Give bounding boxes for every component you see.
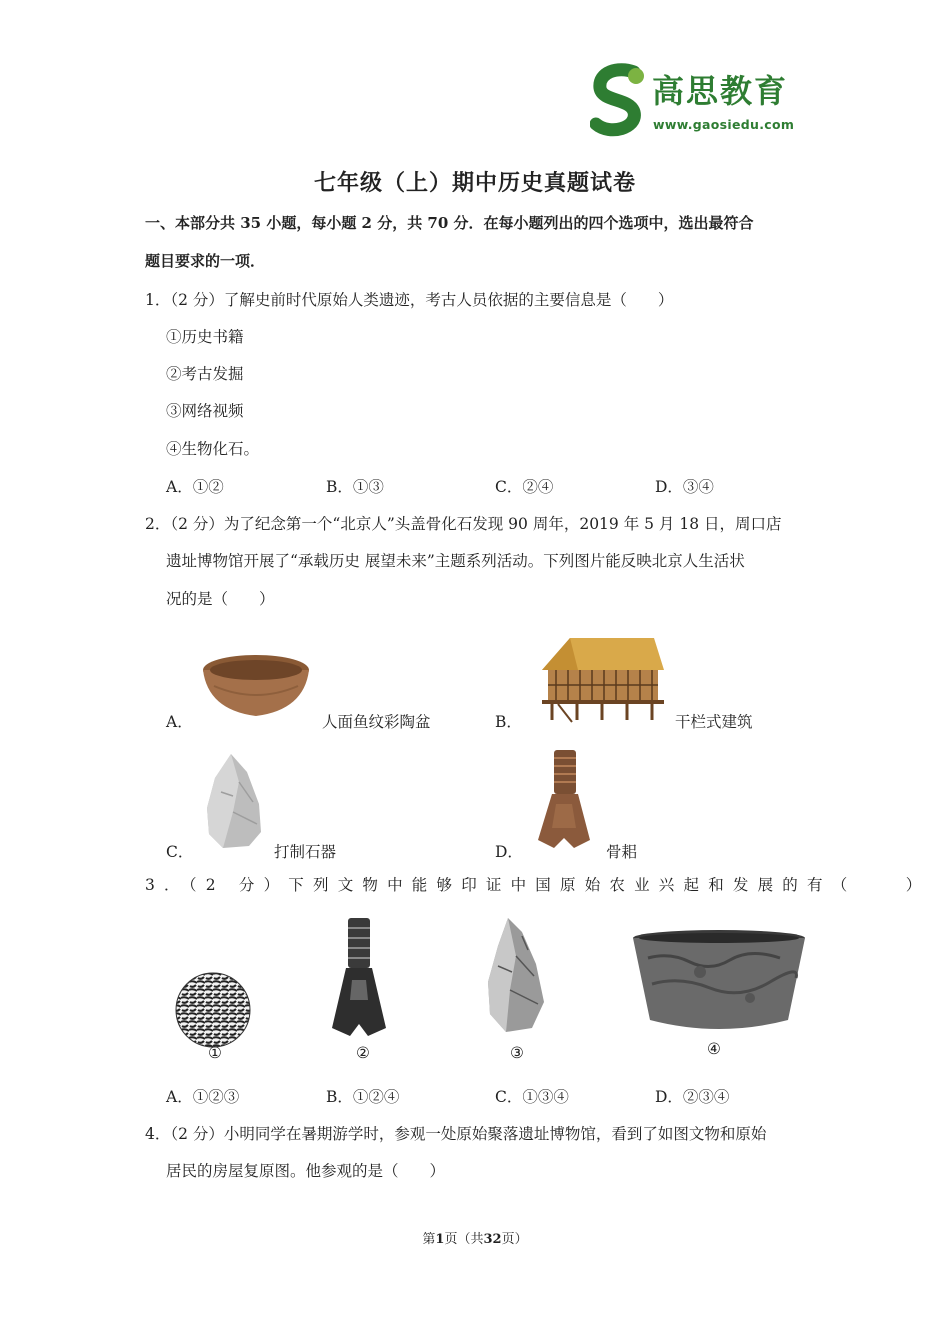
- stilt-house-image: [522, 632, 667, 724]
- q2-option-c-letter: C．: [166, 843, 194, 861]
- q2-option-d-letter: D．: [495, 843, 523, 861]
- q3-figure-label-1: ①: [208, 1044, 222, 1062]
- q2-option-a-letter: A．: [166, 713, 193, 731]
- q3-option-a: A．①②③: [166, 1088, 240, 1106]
- q3-option-b: B．①②④: [326, 1088, 400, 1106]
- gaosi-logo-icon: [590, 62, 650, 140]
- q4-stem-line2: 居民的房屋复原图。他参观的是（ ）: [166, 1162, 446, 1180]
- bone-spade-figure: [328, 916, 390, 1042]
- footer-suffix: 页）: [501, 1232, 528, 1247]
- q2-option-d-caption: 骨耜: [606, 843, 638, 861]
- q2-option-b-caption: 干栏式建筑: [675, 713, 753, 731]
- footer-total-pages: 32: [483, 1232, 502, 1247]
- painted-pottery-figure: [630, 928, 808, 1038]
- logo-name: 高思教育: [652, 72, 789, 110]
- q1-item-4: ④生物化石。: [166, 440, 260, 458]
- q1-option-a: A．①②: [166, 478, 224, 496]
- q3-option-c: C．①③④: [495, 1088, 569, 1106]
- q3-figure-label-4: ④: [707, 1040, 721, 1058]
- bone-spade-image: [530, 748, 598, 854]
- q1-stem: 1．（2 分）了解史前时代原始人类遗迹，考古人员依据的主要信息是（ ）: [145, 291, 674, 309]
- logo-url: www.gaosiedu.com: [653, 117, 795, 132]
- page-title: 七年级（上）期中历史真题试卷: [313, 170, 636, 196]
- page-footer: [0, 1228, 950, 1247]
- q2-stem-line3: 况的是（ ）: [166, 590, 275, 608]
- footer-page-number: 1: [435, 1232, 445, 1247]
- q3-figure-label-2: ②: [356, 1044, 370, 1062]
- q2-stem-line1: 2．（2 分）为了纪念第一个“北京人”头盖骨化石发现 90 周年，2019 年 5 月 18 日，周口店: [145, 515, 782, 533]
- q2-stem-line2: 遗址博物馆开展了“承载历史 展望未来”主题系列活动。下列图片能反映北京人生活状: [166, 552, 745, 570]
- q2-option-c-caption: 打制石器: [274, 843, 337, 861]
- q1-item-1: ①历史书籍: [166, 328, 244, 346]
- pottery-bowl-image: [200, 652, 312, 722]
- logo: [590, 62, 805, 140]
- q3-stem: 3．（2 分）下列文物中能够印证中国原始农业兴起和发展的有（ ）: [145, 876, 931, 894]
- chipped-stone-tool-image: [203, 752, 267, 850]
- q1-option-d: D．③④: [655, 478, 714, 496]
- q3-option-d: D．②③④: [655, 1088, 730, 1106]
- q3-figure-label-3: ③: [510, 1044, 524, 1062]
- q1-option-c: C．②④: [495, 478, 554, 496]
- footer-prefix: 第: [422, 1232, 436, 1247]
- q1-item-3: ③网络视频: [166, 402, 244, 420]
- section-instructions-line1: 一、本部分共 35 小题，每小题 2 分，共 70 分．在每小题列出的四个选项中，选出最符合: [145, 214, 754, 232]
- q1-item-2: ②考古发掘: [166, 365, 244, 383]
- chipped-stone-figure: [482, 916, 552, 1036]
- q4-stem-line1: 4．（2 分）小明同学在暑期游学时，参观一处原始聚落遗址博物馆，看到了如图文物和原始: [145, 1125, 767, 1143]
- footer-middle: 页（共: [444, 1232, 484, 1247]
- q2-option-a-caption: 人面鱼纹彩陶盆: [322, 713, 431, 731]
- section-instructions-line2: 题目要求的一项．: [145, 252, 266, 270]
- q2-option-b-letter: B．: [495, 713, 522, 731]
- q1-option-b: B．①③: [326, 478, 384, 496]
